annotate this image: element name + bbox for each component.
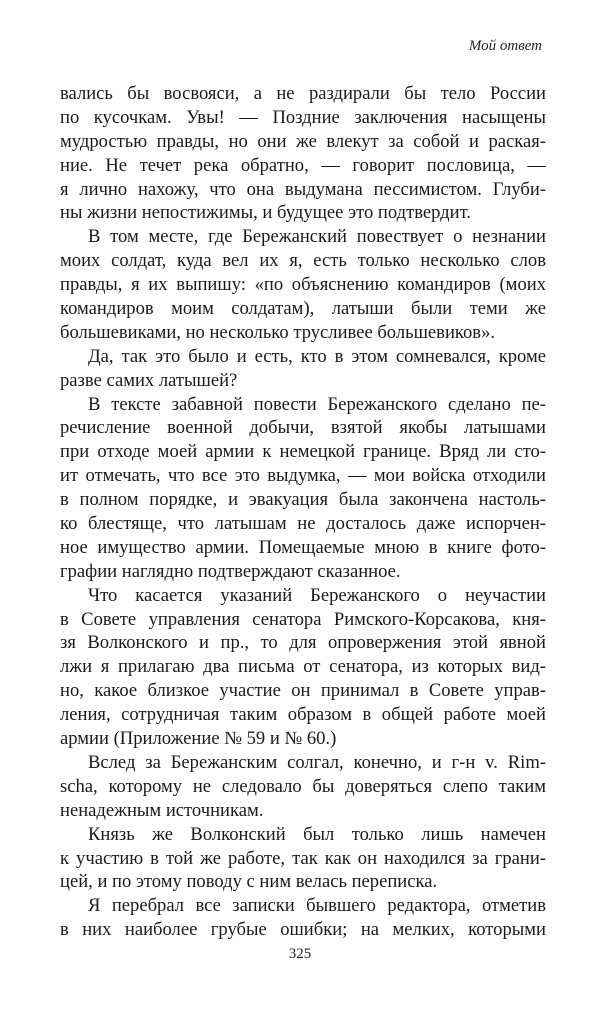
- text-line: лжи я прилагаю два письма от сенатора, из которых вид-: [60, 656, 546, 678]
- text-line: Князь же Волконский был только лишь намечен: [88, 823, 546, 845]
- running-header: Мой ответ: [468, 38, 542, 54]
- text-line: ние. Не течет река обратно, — говорит пословица, —: [60, 154, 546, 176]
- text-line: Вслед за Бережанским солгал, конечно, и г-н v. Rim-: [88, 751, 546, 773]
- text-line: к участию в той же работе, так как он находился за грани-: [60, 847, 546, 869]
- text-line: правды, я их выпишу: «по объяснению командиров (моих: [60, 274, 546, 296]
- text-line: В тексте забавной повести Бережанского сделано пе-: [88, 393, 546, 415]
- text-line: разве самих латышей?: [60, 369, 238, 391]
- text-line: по кусочкам. Увы! — Поздние заключения насыщены: [60, 106, 546, 128]
- text-line: моих солдат, куда вел их я, есть только несколько слов: [60, 250, 546, 272]
- text-line: в Совете управления сенатора Римского-Корсакова, кня-: [60, 608, 546, 630]
- text-line: но, какое близкое участие он принимал в Совете управ-: [60, 680, 546, 702]
- text-line: в полном порядке, и эвакуация была закончена настоль-: [60, 489, 546, 511]
- body-text: [60, 82, 546, 942]
- text-line: я лично нахожу, что она выдумана пессимистом. Глуби-: [60, 178, 546, 200]
- text-line: Да, так это было и есть, кто в этом сомневался, кроме: [88, 345, 546, 367]
- text-line: цей, и по этому поводу с ним велась переписка.: [60, 871, 438, 893]
- text-line: ко блестяще, что латышам не досталось даже испорчен-: [60, 513, 546, 535]
- text-line: речисление военной добычи, взятой якобы латышами: [60, 417, 546, 439]
- page-number: 325: [288, 946, 312, 962]
- text-line: мудростью правды, но они же влекут за собой и раская-: [60, 130, 546, 152]
- text-line: зя Волконского и пр., то для опровержения этой явной: [60, 632, 546, 654]
- text-line: при отходе моей армии к немецкой границе. Вряд ли сто-: [60, 441, 546, 463]
- text-line: Что касается указаний Бережанского о неучастии: [88, 584, 546, 606]
- text-line: ления, сотрудничая таким образом в общей работе моей: [60, 704, 546, 726]
- text-line: Я перебрал все записки бывшего редактора, отметив: [88, 895, 546, 917]
- text-line: большевиками, но несколько трусливее большевиков».: [60, 321, 496, 343]
- text-line: ное имущество армии. Помещаемые мною в книге фото-: [60, 536, 546, 558]
- text-line: В том месте, где Бережанский повествует о незнании: [88, 226, 546, 248]
- text-line: ненадежным источникам.: [60, 799, 264, 821]
- text-line: армии (Приложение № 59 и № 60.): [60, 728, 337, 750]
- text-line: вались бы восвояси, а не раздирали бы тело России: [60, 83, 546, 104]
- text-line: scha, которому не следовало бы доверяться слепо таким: [60, 775, 546, 797]
- text-line: командиров моим солдатам), латыши были теми же: [60, 298, 546, 320]
- text-line: ит отмечать, что все это выдумка, — мои войска отходили: [60, 465, 546, 487]
- text-line: в них наиболее грубые ошибки; на мелких, которыми: [60, 919, 546, 941]
- text-line: графии наглядно подтверждают сказанное.: [60, 560, 401, 582]
- text-line: ны жизни непостижимы, и будущее это подтвердит.: [60, 202, 471, 224]
